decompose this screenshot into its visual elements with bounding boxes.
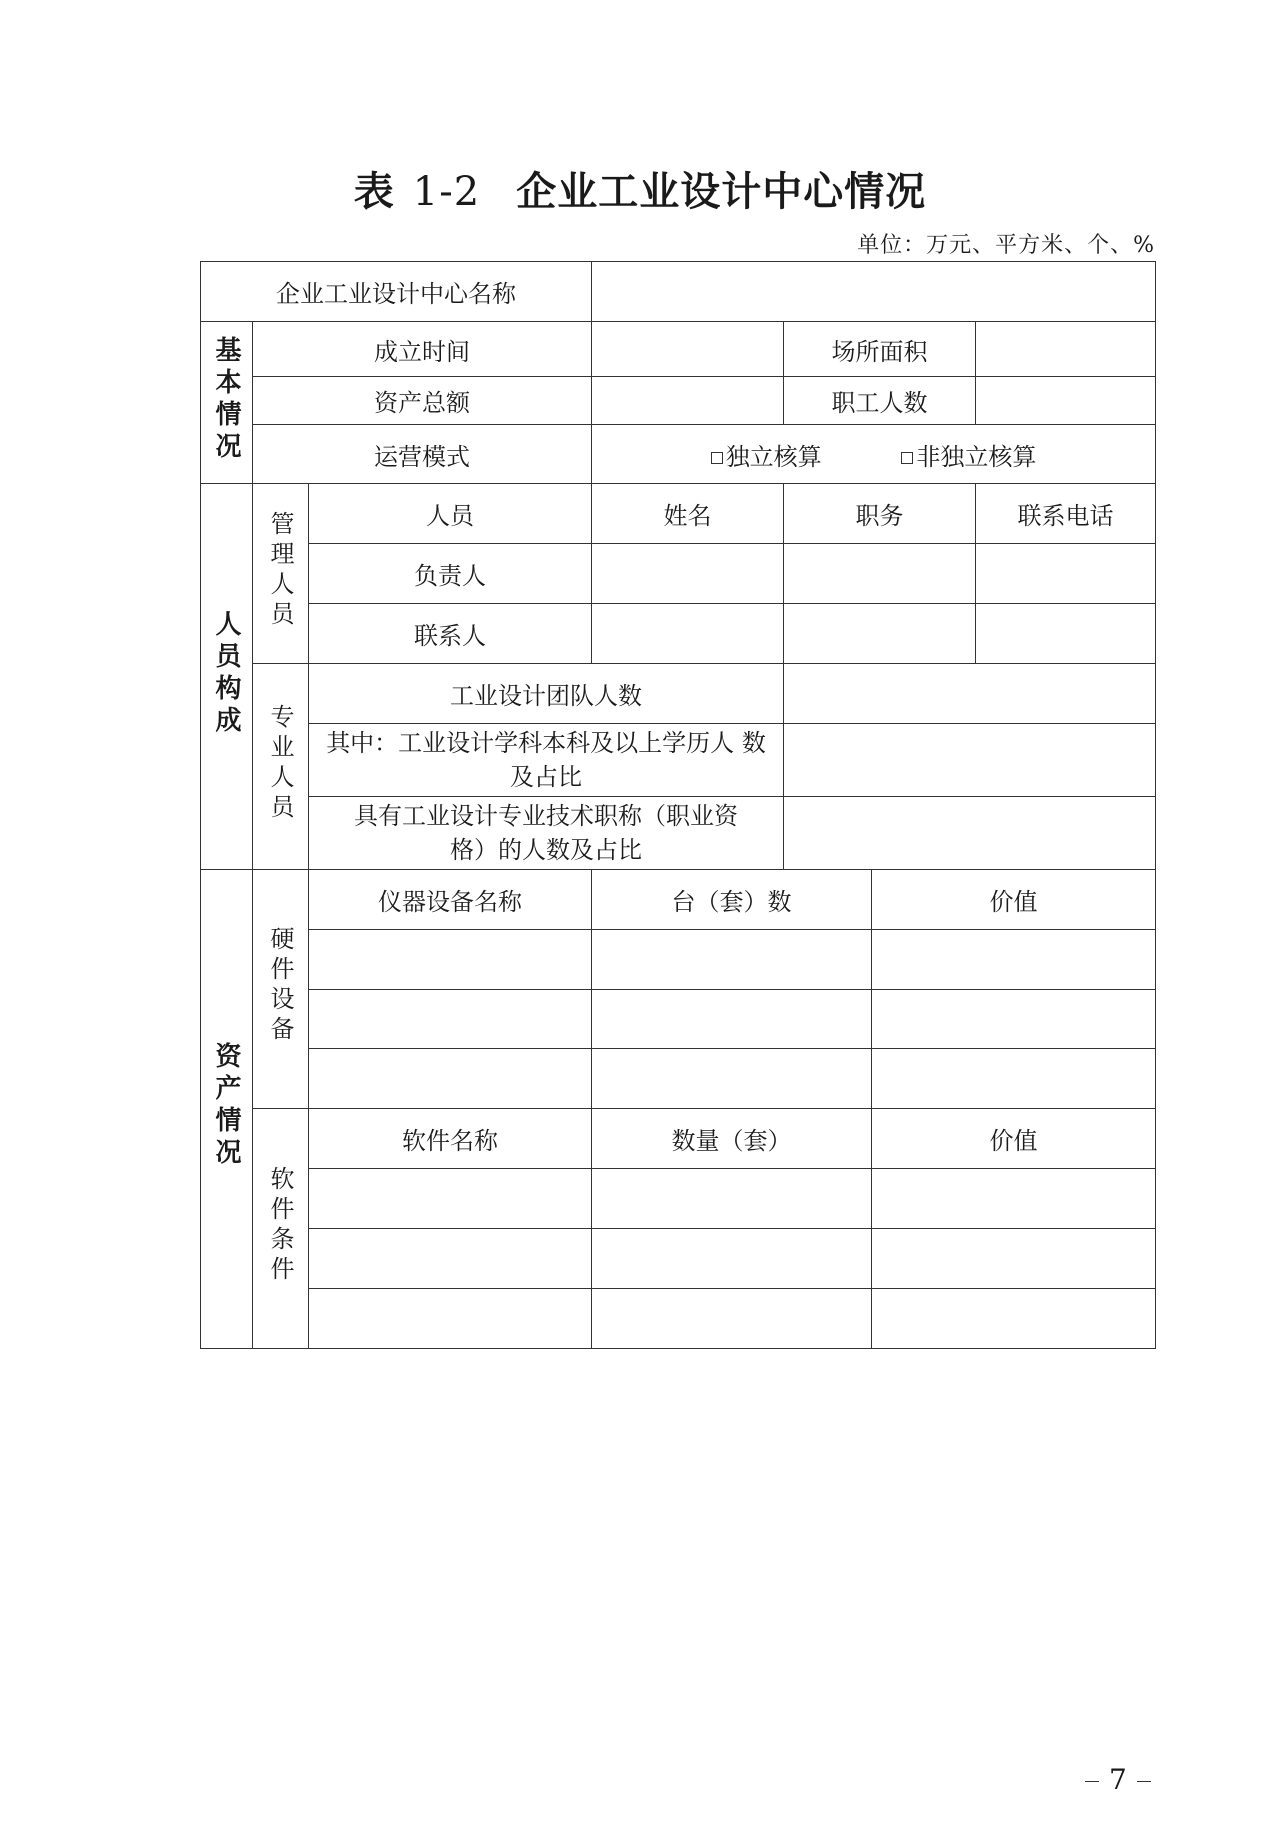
hw-cell[interactable] [872, 930, 1156, 990]
sw-header-name: 软件名称 [309, 1109, 592, 1169]
title-prefix: 表 [353, 168, 395, 215]
employees-label: 职工人数 [784, 377, 976, 425]
mgmt-cell[interactable] [592, 544, 784, 604]
title-text: 企业工业设计中心情况 [516, 168, 927, 215]
mgmt-header-phone: 联系电话 [976, 484, 1156, 544]
sw-cell[interactable] [592, 1229, 872, 1289]
hw-header-count: 台（套）数 [592, 870, 872, 930]
hw-header-name: 仪器设备名称 [309, 870, 592, 930]
operation-mode-options [592, 425, 1156, 484]
mgmt-row-label: 联系人 [309, 604, 592, 664]
sw-cell[interactable] [309, 1229, 592, 1289]
page-number: 7 [1075, 1763, 1161, 1796]
pro-group-label: 专业人员 [253, 664, 309, 870]
sw-cell[interactable] [309, 1169, 592, 1229]
employees-field[interactable] [976, 377, 1156, 425]
staff-section-label: 人员构成 [201, 484, 253, 870]
mgmt-header-person: 人员 [309, 484, 592, 544]
sw-header-count: 数量（套） [592, 1109, 872, 1169]
software-group-label: 软件条件 [253, 1109, 309, 1349]
hw-cell[interactable] [309, 1049, 592, 1109]
hardware-group-label: 硬件设备 [253, 870, 309, 1109]
hw-cell[interactable] [592, 1049, 872, 1109]
hw-cell[interactable] [309, 930, 592, 990]
mgmt-group-label: 管理人员 [253, 484, 309, 664]
non-independent-option[interactable]: 非独立核算 [901, 443, 1036, 471]
checkbox-icon[interactable] [901, 452, 913, 464]
mgmt-cell[interactable] [976, 604, 1156, 664]
center-name-field[interactable] [592, 262, 1156, 322]
checkbox-icon[interactable] [711, 452, 723, 464]
mgmt-cell[interactable] [784, 544, 976, 604]
title-qual-field[interactable] [784, 797, 1156, 870]
mgmt-row-label: 负责人 [309, 544, 592, 604]
established-field[interactable] [592, 322, 784, 377]
sw-cell[interactable] [309, 1289, 592, 1349]
sw-cell[interactable] [872, 1169, 1156, 1229]
title-number: 1-2 [412, 169, 481, 215]
sw-cell[interactable] [592, 1289, 872, 1349]
mgmt-cell[interactable] [784, 604, 976, 664]
mgmt-header-position: 职务 [784, 484, 976, 544]
independent-option[interactable]: 独立核算 [711, 443, 822, 471]
hw-cell[interactable] [872, 1049, 1156, 1109]
table-title [0, 160, 1280, 217]
center-name-label: 企业工业设计中心名称 [201, 262, 592, 322]
established-label: 成立时间 [253, 322, 592, 377]
hw-cell[interactable] [872, 990, 1156, 1049]
total-assets-label: 资产总额 [253, 377, 592, 425]
area-field[interactable] [976, 322, 1156, 377]
mgmt-header-name: 姓名 [592, 484, 784, 544]
degree-field[interactable] [784, 724, 1156, 797]
team-count-field[interactable] [784, 664, 1156, 724]
hw-cell[interactable] [592, 930, 872, 990]
design-center-table [200, 261, 1156, 1349]
degree-label: 其中：工业设计学科本科及以上学历人 数 及占比 [309, 724, 784, 797]
assets-section-label: 资产情况 [201, 870, 253, 1349]
total-assets-field[interactable] [592, 377, 784, 425]
sw-header-value: 价值 [872, 1109, 1156, 1169]
hw-header-value: 价值 [872, 870, 1156, 930]
sw-cell[interactable] [872, 1229, 1156, 1289]
hw-cell[interactable] [592, 990, 872, 1049]
team-count-label: 工业设计团队人数 [309, 664, 784, 724]
operation-mode-label: 运营模式 [253, 425, 592, 484]
mgmt-cell[interactable] [976, 544, 1156, 604]
mgmt-cell[interactable] [592, 604, 784, 664]
sw-cell[interactable] [592, 1169, 872, 1229]
unit-note: 单位：万元、平方米、个、% [857, 233, 1155, 258]
basic-section-label: 基本情况 [201, 322, 253, 484]
title-qual-label: 具有工业设计专业技术职称（职业资 格）的人数及占比 [309, 797, 784, 870]
hw-cell[interactable] [309, 990, 592, 1049]
area-label: 场所面积 [784, 322, 976, 377]
sw-cell[interactable] [872, 1289, 1156, 1349]
